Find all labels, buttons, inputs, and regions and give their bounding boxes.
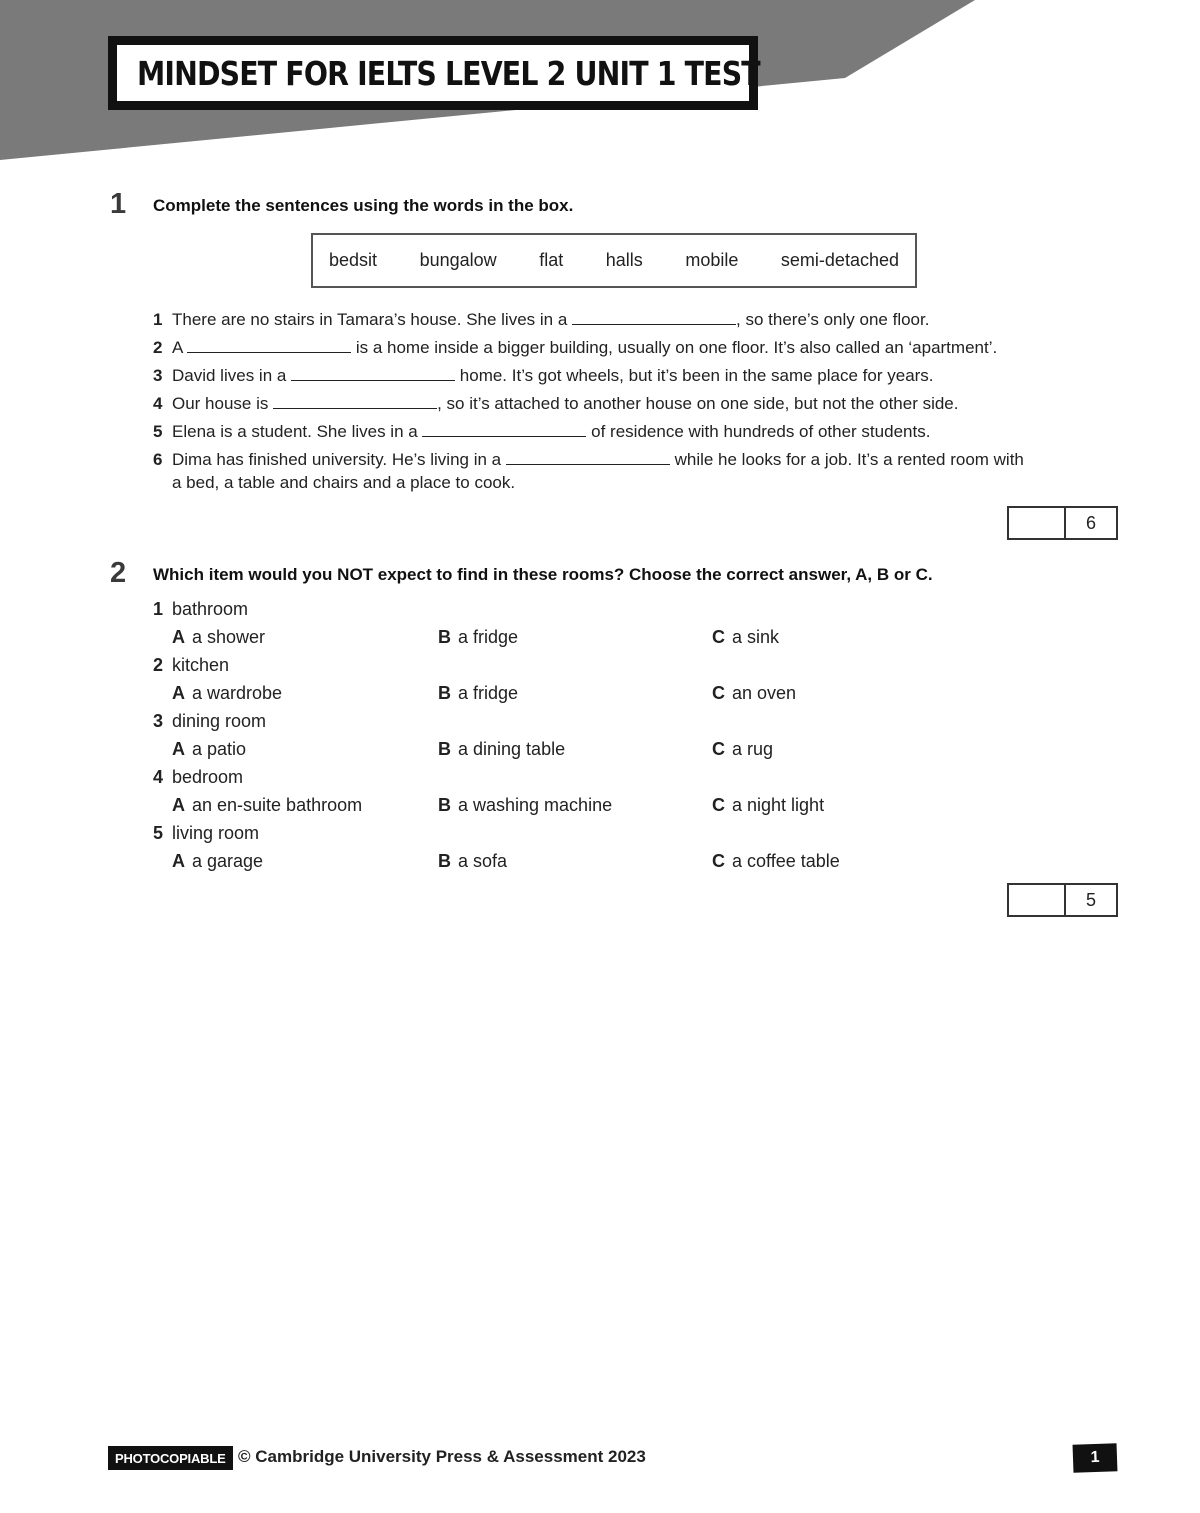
option-a[interactable] (172, 739, 246, 760)
option-text: a rug (732, 739, 774, 759)
room-item-1 (153, 599, 248, 620)
question-text: while he looks for a job. It’s a rented room with (669, 450, 1024, 469)
option-a[interactable] (172, 627, 265, 648)
option-text: a fridge (458, 627, 519, 647)
option-text: a wardrobe (192, 683, 283, 703)
word-item: semi-detached (780, 250, 899, 270)
room-name: dining room (172, 711, 267, 731)
room-name: kitchen (172, 655, 230, 675)
answer-blank[interactable] (187, 337, 351, 353)
question-6-continuation: a bed, a table and chairs and a place to cook. (172, 473, 516, 492)
question-5 (153, 419, 930, 444)
word-box (311, 233, 917, 288)
word-item: bedsit (329, 250, 378, 270)
option-a[interactable] (172, 683, 282, 704)
photocopiable-badge: PHOTOCOPIABLE (108, 1446, 233, 1470)
option-b[interactable] (438, 851, 507, 872)
question-text: Dima has finished university. He’s living in a (172, 450, 506, 469)
option-text: a fridge (458, 683, 519, 703)
option-letter: A (172, 795, 185, 815)
answer-blank[interactable] (506, 449, 670, 465)
score-input[interactable] (1009, 885, 1066, 915)
answer-blank[interactable] (422, 421, 586, 437)
section-1-number: 1 (110, 188, 127, 220)
option-text: a garage (192, 851, 264, 871)
option-letter: C (712, 851, 725, 871)
option-letter: C (712, 739, 725, 759)
score-input[interactable] (1009, 508, 1066, 538)
question-2 (153, 335, 997, 360)
option-letter: C (712, 795, 725, 815)
question-text: David lives in a (172, 366, 292, 385)
room-name: bathroom (172, 599, 249, 619)
question-4 (153, 391, 959, 416)
option-letter: A (172, 739, 185, 759)
option-letter: A (172, 683, 185, 703)
item-number: 4 (153, 767, 164, 787)
option-text: a sink (732, 627, 780, 647)
option-letter: B (438, 627, 451, 647)
title-box (108, 36, 758, 110)
option-b[interactable] (438, 683, 518, 704)
option-letter: B (438, 795, 451, 815)
question-text: is a home inside a bigger building, usually on one floor. It’s also called an ‘apartment’. (351, 338, 998, 357)
option-letter: B (438, 739, 451, 759)
word-item: halls (605, 250, 643, 270)
room-item-5 (153, 823, 259, 844)
option-text: a shower (192, 627, 266, 647)
room-name: bedroom (172, 767, 244, 787)
score-total: 6 (1085, 512, 1096, 533)
section-2-instruction: Which item would you NOT expect to find in these rooms? Choose the correct answer, A, B or C. (153, 565, 933, 584)
item-number: 3 (153, 711, 164, 731)
item-number: 2 (153, 655, 164, 675)
page-title: MINDSET FOR IELTS LEVEL 2 UNIT 1 TEST (137, 53, 760, 93)
question-text: of residence with hundreds of other students. (586, 422, 931, 441)
question-number: 3 (153, 366, 163, 385)
question-number: 4 (153, 394, 163, 413)
option-a[interactable] (172, 795, 362, 816)
item-number: 5 (153, 823, 164, 843)
question-3 (153, 363, 934, 388)
option-text: a night light (732, 795, 825, 815)
room-item-4 (153, 767, 243, 788)
question-number: 1 (153, 310, 163, 329)
option-c[interactable] (712, 627, 779, 648)
question-number: 6 (153, 450, 163, 469)
option-b[interactable] (438, 627, 518, 648)
room-name: living room (172, 823, 260, 843)
question-text: There are no stairs in Tamara’s house. She lives in a (172, 310, 573, 329)
page-number: 1 (1073, 1443, 1118, 1473)
option-text: a washing machine (458, 795, 613, 815)
option-text: an en-suite bathroom (192, 795, 363, 815)
option-text: a sofa (458, 851, 508, 871)
question-6 (153, 447, 1024, 472)
item-number: 1 (153, 599, 164, 619)
option-letter: A (172, 627, 185, 647)
score-total: 5 (1085, 889, 1096, 910)
option-c[interactable] (712, 851, 840, 872)
option-text: a patio (192, 739, 247, 759)
word-item: bungalow (419, 250, 497, 270)
option-letter: C (712, 627, 725, 647)
option-b[interactable] (438, 795, 612, 816)
option-text: an oven (732, 683, 797, 703)
option-c[interactable] (712, 683, 796, 704)
option-letter: B (438, 683, 451, 703)
question-text: Our house is (172, 394, 274, 413)
option-c[interactable] (712, 739, 773, 760)
question-number: 2 (153, 338, 163, 357)
option-b[interactable] (438, 739, 565, 760)
question-text: home. It’s got wheels, but it’s been in the same place for years. (455, 366, 934, 385)
section-1-instruction: Complete the sentences using the words in the box. (153, 196, 574, 215)
section-2-score-box (1007, 883, 1118, 917)
question-1 (153, 307, 929, 332)
word-item: mobile (685, 250, 739, 270)
answer-blank[interactable] (273, 393, 437, 409)
option-c[interactable] (712, 795, 824, 816)
question-text: A (172, 338, 188, 357)
section-2-number: 2 (110, 557, 127, 589)
room-item-3 (153, 711, 266, 732)
option-text: a coffee table (732, 851, 840, 871)
option-letter: B (438, 851, 451, 871)
question-number: 5 (153, 422, 163, 441)
section-1-score-box (1007, 506, 1118, 540)
answer-blank[interactable] (572, 309, 736, 325)
question-text: , so it’s attached to another house on one side, but not the other side. (437, 394, 959, 413)
option-letter: C (712, 683, 725, 703)
option-letter: A (172, 851, 185, 871)
room-item-2 (153, 655, 229, 676)
copyright-notice: © Cambridge University Press & Assessment 2023 (238, 1447, 646, 1466)
option-text: a dining table (458, 739, 566, 759)
option-a[interactable] (172, 851, 263, 872)
word-item: flat (539, 250, 564, 270)
question-text: Elena is a student. She lives in a (172, 422, 423, 441)
answer-blank[interactable] (291, 365, 455, 381)
question-text: , so there’s only one floor. (736, 310, 930, 329)
